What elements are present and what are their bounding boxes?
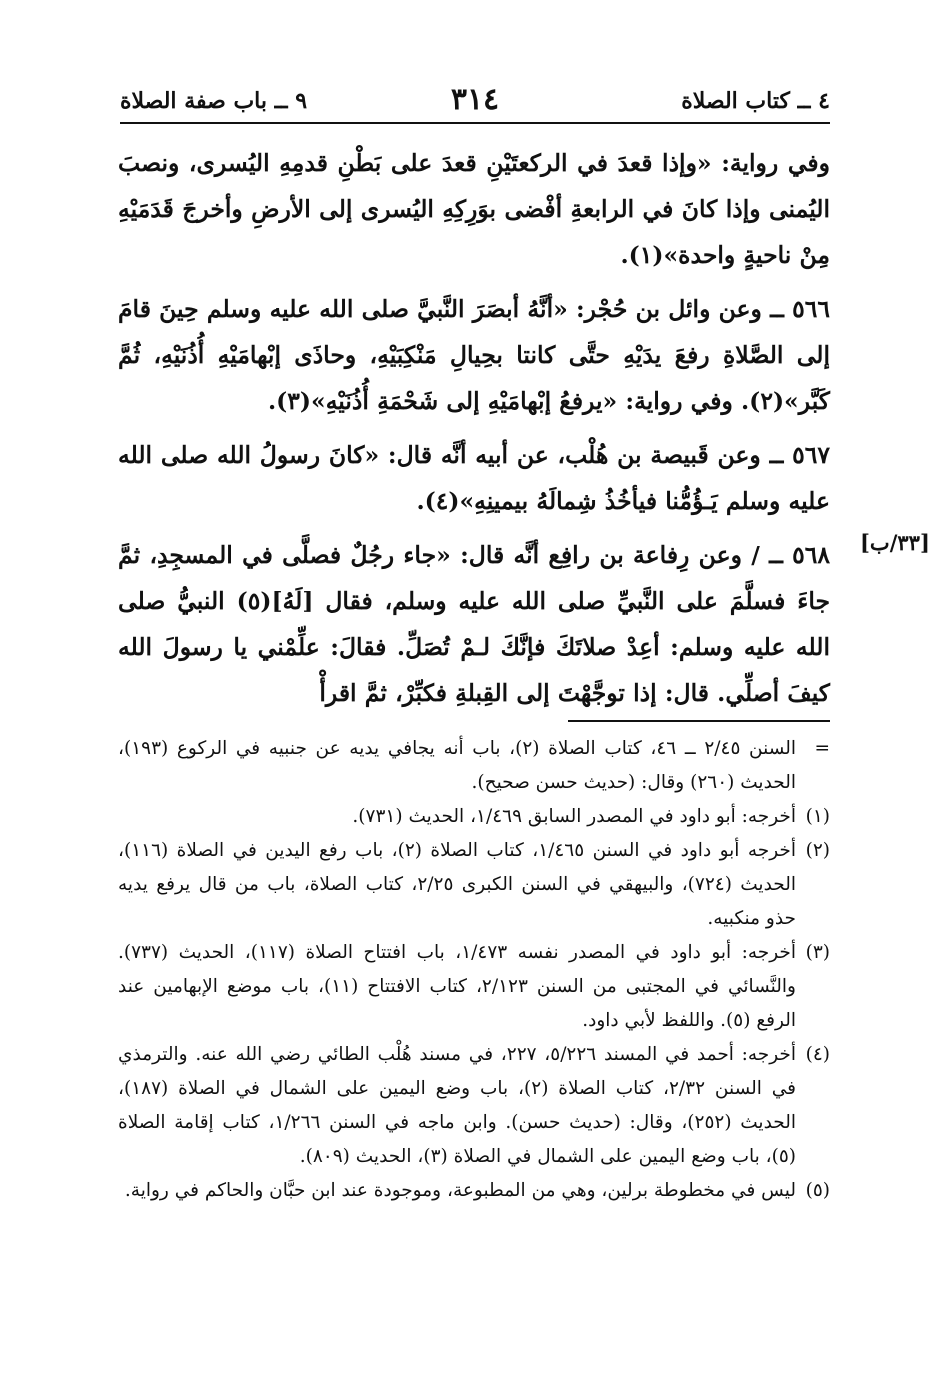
section-title: ٩ ــ باب صفة الصلاة xyxy=(120,88,308,114)
hadith-568: ٥٦٨ ــ / وعن رِفاعة بن رافِع أنَّه قال: «جاء رجُلٌ فصلَّى في المسجِدِ، ثمَّ جاءَ فسلَّمَ على النَّبيِّ صلى الله عليه وسلم، فقال [لَهُ](٥) النبيُّ صلى الله عليه وسلم: أعِدْ صلاتَكَ فإنَّكَ لـمْ تُصَلِّ. فقالَ: علِّمْني يا رسولَ الله كيفَ أصلِّي. قال: إذا توجَّهْتَ إلى القِبلةِ فكبِّرْ، ثمَّ اقرأْ xyxy=(118,541,831,707)
footnote-text: أخرجه أبو داود في السنن ١/٤٦٥، كتاب الصلاة (٢)، باب رفع اليدين في الصلاة (١١٦)، الحديث (٧٢٤)، والبيهقي في السنن الكبرى ٢/٢٥، كتاب الصلاة، باب من قال يرفع يديه حذو منكبيه. xyxy=(118,840,796,929)
footnote-divider xyxy=(568,720,830,722)
running-header xyxy=(120,82,830,124)
footnote xyxy=(118,1174,830,1208)
footnote xyxy=(118,800,830,834)
footnote-text: أخرجه: أحمد في المسند ٥/٢٢٦، ٢٢٧، في مسند هُلْب الطائي رضي الله عنه. والترمذي في السنن ٢/٣٢، كتاب الصلاة (٢)، باب وضع اليمين على الشمال في الصلاة (١٨٧)، الحديث (٢٥٢)، وقال: (حديث حسن). وابن ماجه في السنن ١/٢٦٦، كتاب إقامة الصلاة (٥)، باب وضع اليمين على الشمال في الصلاة (٣)، الحديث (٨٠٩). xyxy=(118,1044,796,1167)
chapter-title: ٤ ــ كتاب الصلاة xyxy=(681,88,830,114)
footnote-number: (١) xyxy=(805,806,830,827)
main-text xyxy=(118,140,830,724)
footnote xyxy=(118,834,830,936)
hadith-566: ٥٦٦ ــ وعن وائل بن حُجْر: «أنَّهُ أبصَرَ النَّبيَّ صلى الله عليه وسلم حِينَ قامَ إلى الصَّلاةِ رفعَ يدَيْهِ حتَّى كانتا بحِيالِ مَنْكِبَيْهِ، وحاذَى إبْهامَيْهِ أُذُنَيْهِ، ثُمَّ كَبَّر»(٢). وفي رواية: «يرفعُ إبْهامَيْهِ إلى شَحْمَةِ أُذُنَيْهِ»(٣). xyxy=(118,295,830,415)
hadith-567: ٥٦٧ ــ وعن قَبيصة بن هُلْب، عن أبيه أنَّه قال: «كانَ رسولُ الله صلى الله عليه وسلم يَـؤُمُّنا فيأخُذُ شِمالَهُ بيمينِهِ»(٤). xyxy=(118,441,830,515)
page-number: ٣١٤ xyxy=(450,82,500,117)
footnote xyxy=(118,1038,830,1174)
footnote-text: أخرجه: أبو داود في المصدر السابق ١/٤٦٩، الحديث (٧٣١). xyxy=(352,806,796,827)
footnote-number: (٥) xyxy=(805,1180,830,1201)
footnote-text: ليس في مخطوطة برلين، وهي من المطبوعة، وموجودة عند ابن حبَّان والحاكم في رواية. xyxy=(124,1180,796,1201)
footnote-number: (٢) xyxy=(805,840,830,861)
paragraph: وفي رواية: «وإذا قعدَ في الركعتَيْنِ قعدَ على بَطْنِ قدمِهِ اليُسرى، ونصبَ اليُمنى وإذا كانَ في الرابعةِ أفْضى بوَرِكِهِ اليُسرى إلى الأرضِ وأخرجَ قَدَمَيْهِ مِنْ ناحيةٍ واحدة»(١). xyxy=(118,149,830,269)
footnote-number: (٣) xyxy=(805,942,830,963)
manuscript-folio-note: [٣٣/ب] xyxy=(860,530,930,555)
footnote-text: أخرجه: أبو داود في المصدر نفسه ١/٤٧٣، باب افتتاح الصلاة (١١٧)، الحديث (٧٣٧). والنَّسائي في المجتبى من السنن ٢/١٢٣، كتاب الافتتاح (١١)، باب موضع الإبهامين عند الرفع (٥). واللفظ لأبي داود. xyxy=(118,942,796,1031)
footnote-number: (٤) xyxy=(805,1044,830,1065)
footnotes xyxy=(118,732,830,1208)
footnote xyxy=(118,936,830,1038)
footnote-text: السنن ٢/٤٥ ــ ٤٦، كتاب الصلاة (٢)، باب أنه يجافي يديه عن جنبيه في الركوع (١٩٣)، الحديث (٢٦٠) وقال: (حديث حسن صحيح). xyxy=(118,738,797,793)
footnote-number: = xyxy=(814,738,830,759)
footnote xyxy=(118,732,830,800)
